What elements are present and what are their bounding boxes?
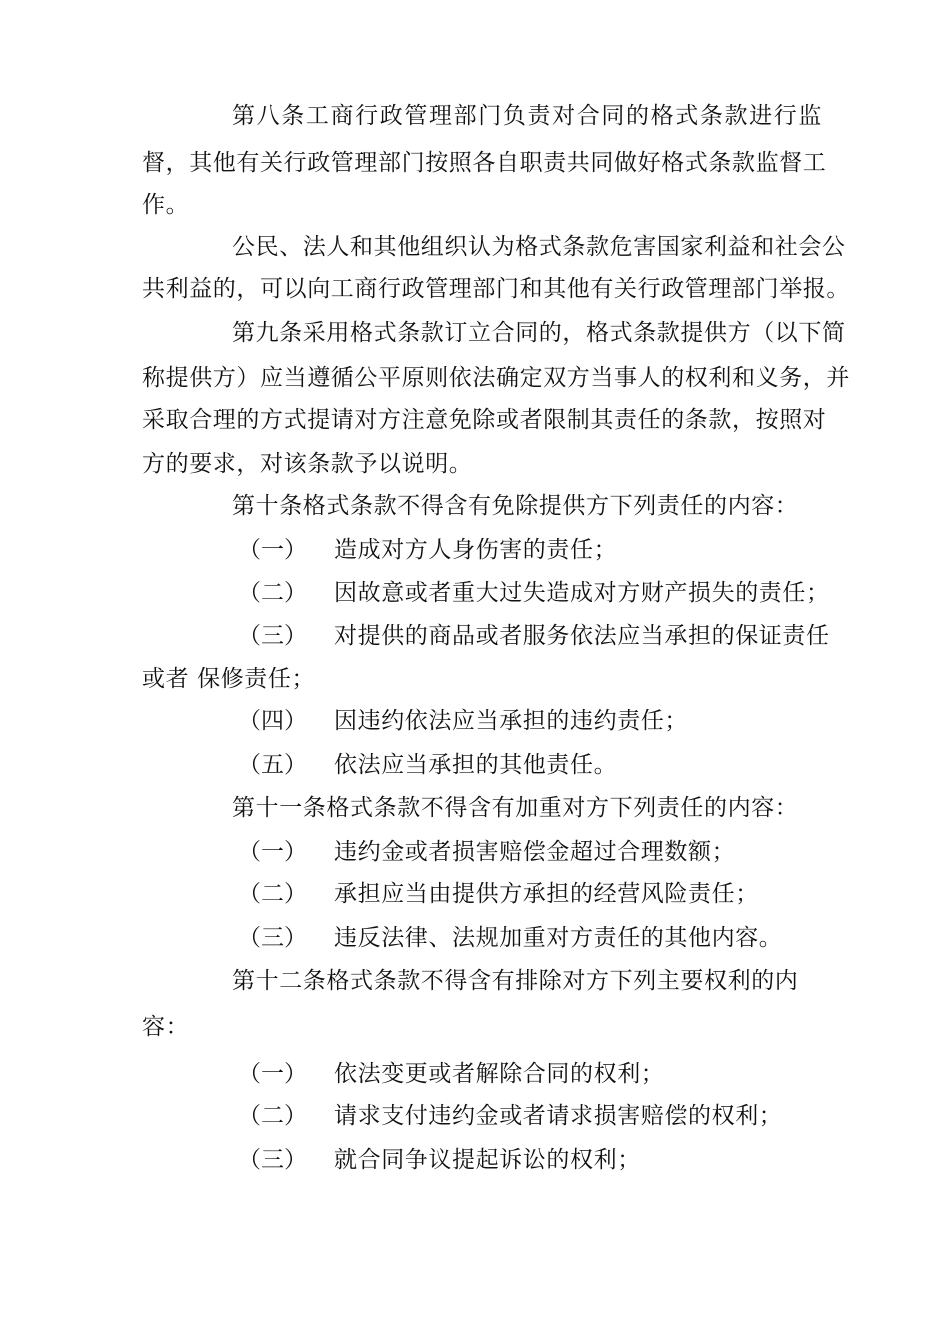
article-8-line-2: 督，其他有关行政管理部门按照各自职责共同做好格式条款监督工	[142, 150, 827, 176]
article-8-line-3: 作。	[142, 192, 190, 218]
item-text: 就合同争议提起诉讼的权利；	[334, 1147, 641, 1173]
article-10-heading: 第十条格式条款不得含有免除提供方下列责任的内容：	[232, 493, 799, 519]
article-10-item-3-continuation: 或者 保修责任；	[142, 666, 316, 692]
item-text: 因违约依法应当承担的违约责任；	[334, 708, 688, 734]
item-text: 请求支付违约金或者请求损害赔偿的权利；	[334, 1103, 783, 1129]
item-text: 造成对方人身伤害的责任；	[334, 537, 618, 563]
item-number: （四）	[238, 708, 307, 734]
article-12-heading-continuation: 容：	[142, 1014, 190, 1040]
item-text: 违约金或者损害赔偿金超过合理数额；	[334, 839, 736, 865]
article-11-heading: 第十一条格式条款不得含有加重对方下列责任的内容：	[232, 795, 799, 821]
item-number: （二）	[238, 881, 307, 907]
item-number: （一）	[238, 537, 307, 563]
paragraph-2-line-1: 公民、法人和其他组织认为格式条款危害国家利益和社会公	[232, 234, 846, 260]
item-number: （二）	[238, 580, 307, 606]
article-12-heading: 第十二条格式条款不得含有排除对方下列主要权利的内	[232, 968, 799, 994]
item-number: （二）	[238, 1103, 307, 1129]
item-number: （一）	[238, 1061, 307, 1087]
item-number: （三）	[238, 925, 307, 951]
article-8-line-1: 第八条工商行政管理部门负责对合同的格式条款进行监	[232, 103, 822, 129]
article-9-line-3: 采取合理的方式提请对方注意免除或者限制其责任的条款，按照对	[142, 407, 827, 433]
item-text: 承担应当由提供方承担的经营风险责任；	[334, 881, 759, 907]
item-number: （一）	[238, 839, 307, 865]
item-number: （三）	[238, 1147, 307, 1173]
paragraph-2-line-2: 共利益的，可以向工商行政管理部门和其他有关行政管理部门举报。	[142, 276, 850, 302]
item-text: 违反法律、法规加重对方责任的其他内容。	[334, 925, 783, 951]
item-text: 对提供的商品或者服务依法应当承担的保证责任	[334, 623, 830, 649]
item-text: 依法应当承担的其他责任。	[334, 752, 618, 778]
item-text: 因故意或者重大过失造成对方财产损失的责任；	[334, 580, 830, 606]
article-9-line-4: 方的要求，对该条款予以说明。	[142, 451, 473, 477]
article-9-line-2: 称提供方）应当遵循公平原则依法确定双方当事人的权利和义务，并	[142, 365, 850, 391]
item-number: （五）	[238, 752, 307, 778]
item-number: （三）	[238, 623, 307, 649]
item-text: 依法变更或者解除合同的权利；	[334, 1061, 665, 1087]
article-9-line-1: 第九条采用格式条款订立合同的，格式条款提供方（以下简	[232, 320, 846, 346]
